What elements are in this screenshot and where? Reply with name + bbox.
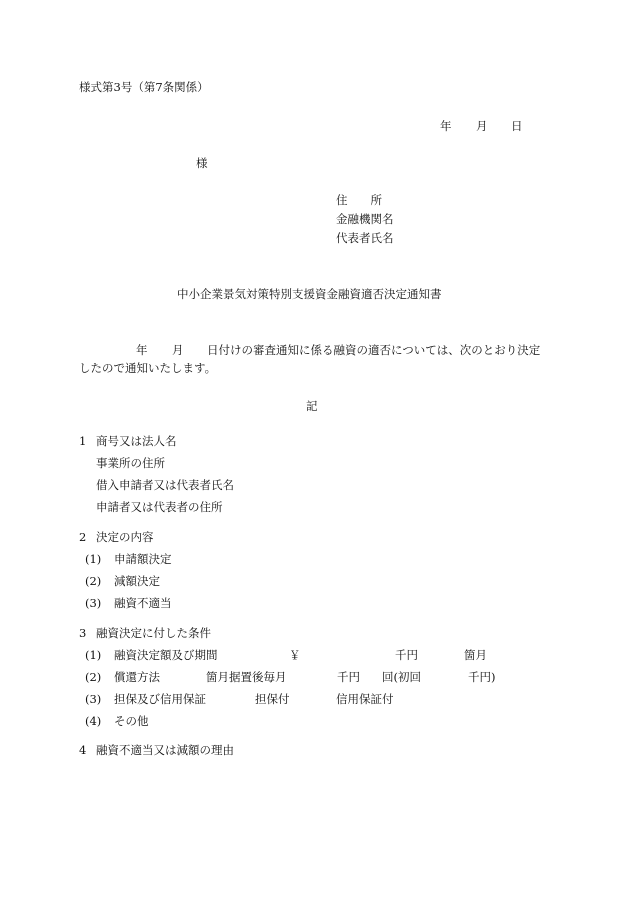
body-line2: したので通知いたします。 [79,361,217,375]
section3-item-4-label: その他 [114,714,149,728]
section4-title: 融資不適当又は減額の理由 [96,743,234,757]
section3-title: 融資決定に付した条件 [96,626,211,640]
section4-number: 4 [79,743,87,757]
body-year: 年 [136,343,148,357]
section2-item-3-num: (3) [85,596,102,610]
section1-item-1: 事業所の住所 [96,456,165,470]
addressee-suffix: 様 [196,156,208,170]
section1-item-3: 申請者又は代表者の住所 [96,500,223,514]
section3-item-2-sueoki: 箇月据置後毎月 [206,670,287,684]
section3-item-2-sen-en-close: 千円) [468,670,496,684]
section3-item-1-yen: ￥ [289,648,301,662]
section2-number: 2 [79,530,87,544]
section1-item-2: 借入申請者又は代表者氏名 [96,478,234,492]
section3-item-3-shinyo: 信用保証付 [336,692,394,706]
date-year: 年 [440,119,452,133]
document-title: 中小企業景気対策特別支援資金融資適否決定通知書 [177,287,442,301]
section3-item-1-num: (1) [85,648,102,662]
section3-item-2-sen-en: 千円 [337,670,360,684]
date-day: 日 [511,119,523,133]
sender-representative-label: 代表者氏名 [336,231,394,245]
sender-address-label: 住 所 [336,193,382,207]
section2-item-1-num: (1) [85,552,102,566]
section3-item-1-kagetsu: 箇月 [464,648,487,662]
section3-item-1-label: 融資決定額及び期間 [114,648,218,662]
section3-item-3-label: 担保及び信用保証 [114,692,206,706]
body-line1: 日付けの審査通知に係る融資の適否については、次のとおり決定 [207,343,541,357]
ki-heading: 記 [306,399,318,413]
section3-item-2-num: (2) [85,670,102,684]
section3-item-2-kai: 回(初回 [382,670,421,684]
section1-title: 商号又は法人名 [96,434,177,448]
form-number: 様式第3号（第7条関係） [79,80,209,94]
section3-item-3-tanpo: 担保付 [255,692,290,706]
section2-item-2-label: 減額決定 [114,574,160,588]
section3-item-1-sen-en: 千円 [395,648,418,662]
section3-item-2-label: 償還方法 [114,670,160,684]
section2-title: 決定の内容 [96,530,154,544]
section3-number: 3 [79,626,87,640]
section1-number: 1 [79,434,87,448]
section2-item-2-num: (2) [85,574,102,588]
body-month: 月 [172,343,184,357]
section2-item-3-label: 融資不適当 [114,596,172,610]
sender-institution-label: 金融機関名 [336,212,394,226]
section3-item-4-num: (4) [85,714,102,728]
section2-item-1-label: 申請額決定 [114,552,172,566]
section3-item-3-num: (3) [85,692,102,706]
date-month: 月 [476,119,488,133]
